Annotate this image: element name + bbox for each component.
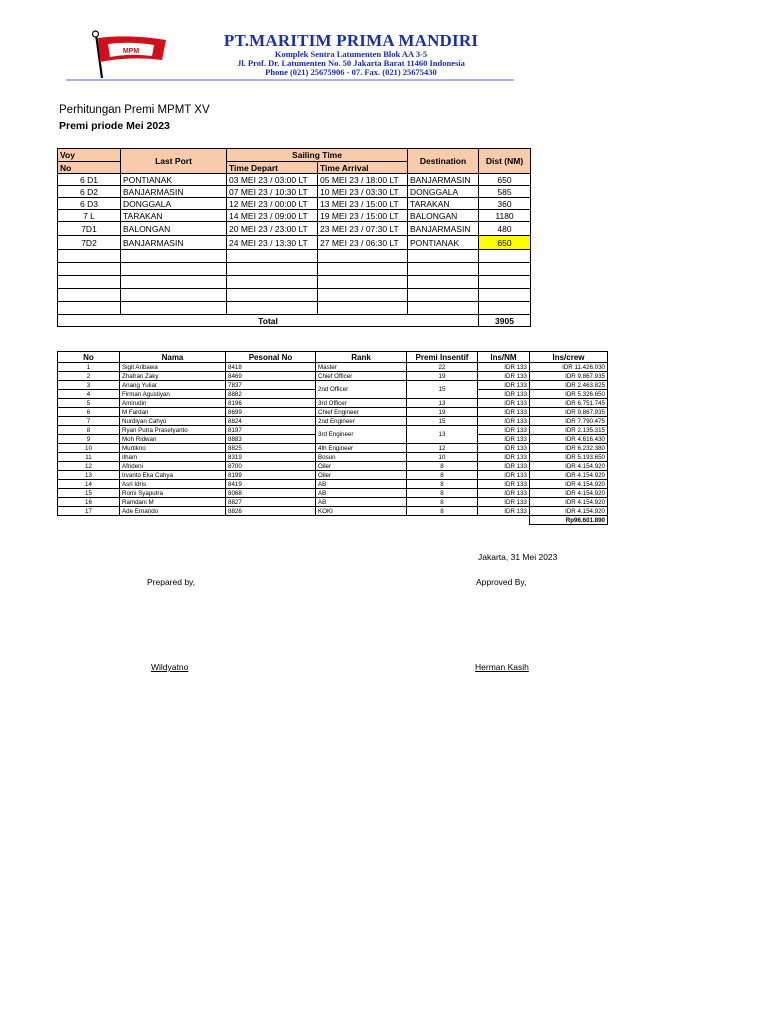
destination: PONTIANAK [408, 236, 479, 250]
crew-personal-no: 8825 [226, 444, 316, 453]
crew-personal-no: 8469 [226, 372, 316, 381]
table-row [58, 498, 608, 507]
approved-label: Approved By, [476, 577, 527, 587]
destination: BANJARMASIN [408, 222, 479, 236]
header-dist: Dist (NM) [479, 149, 531, 174]
crew-rank: 3rd Officer [316, 399, 407, 408]
crew-premi: 8 [407, 462, 478, 471]
crew-no: 9 [58, 435, 120, 444]
crew-personal-no: 7837 [226, 381, 316, 390]
empty-row [58, 276, 531, 289]
crew-personal-no: 8700 [226, 462, 316, 471]
distance-highlighted: 650 [479, 236, 531, 250]
header-pesonal-no: Pesonal No [226, 352, 316, 363]
table-row [58, 363, 608, 372]
last-port: BANJARMASIN [121, 236, 227, 250]
crew-name: Moh Ridwan [120, 435, 226, 444]
crew-no: 2 [58, 372, 120, 381]
crew-personal-no: 8196 [226, 399, 316, 408]
table-row [58, 489, 608, 498]
logo-text: MPM [122, 48, 140, 55]
crew-no: 10 [58, 444, 120, 453]
crew-ins-total: IDR 4.616.430 [530, 435, 608, 444]
destination: BALONGAN [408, 210, 479, 222]
crew-premi: 15 [407, 417, 478, 426]
prepared-label: Prepared by, [147, 577, 196, 587]
crew-premi: 8 [407, 507, 478, 516]
crew-ins-nm: IDR 133 [478, 399, 530, 408]
table-row [58, 186, 531, 198]
crew-personal-no: 8418 [226, 363, 316, 372]
table-row [58, 381, 608, 390]
crew-no: 14 [58, 480, 120, 489]
crew-ins-total: IDR 2.135.315 [530, 426, 608, 435]
crew-ins-total: IDR 6.232.380 [530, 444, 608, 453]
total-row [58, 315, 531, 327]
crew-ins-total: IDR 4.154.920 [530, 480, 608, 489]
crew-name: Murtikno [120, 444, 226, 453]
document-subtitle: Premi priode Mei 2023 [59, 120, 170, 132]
crew-ins-total: IDR 5.193.650 [530, 453, 608, 462]
crew-name: Irvanto Eka Cahya [120, 471, 226, 480]
crew-personal-no: 8197 [226, 426, 316, 435]
crew-name: Zhafran Zaky [120, 372, 226, 381]
table-row [58, 408, 608, 417]
header-voy: Voy [58, 149, 121, 162]
crew-ins-nm: IDR 133 [478, 381, 530, 390]
header-destination: Destination [408, 149, 479, 174]
crew-ins-total: IDR 4.154.920 [530, 462, 608, 471]
time-depart: 20 MEI 23 / 23:00 LT [227, 222, 318, 236]
distance: 585 [479, 186, 531, 198]
empty-row [58, 302, 531, 315]
crew-name: Sigit Aribawa [120, 363, 226, 372]
last-port: BANJARMASIN [121, 186, 227, 198]
table-row [58, 426, 608, 435]
table-row [58, 399, 608, 408]
header-sailing-time: Sailing Time [227, 149, 408, 162]
table-row [58, 222, 531, 236]
crew-premi: 8 [407, 471, 478, 480]
crew-ins-nm: IDR 133 [478, 453, 530, 462]
crew-no: 4 [58, 390, 120, 399]
crew-rank: Bosun [316, 453, 407, 462]
grand-total: Rp96.601.890 [530, 516, 608, 525]
crew-ins-total: IDR 6.751.745 [530, 399, 608, 408]
crew-personal-no: 8319 [226, 453, 316, 462]
crew-ins-nm: IDR 133 [478, 489, 530, 498]
crew-personal-no: 8419 [226, 480, 316, 489]
header-time-depart: Time Depart [227, 162, 318, 174]
crew-no: 11 [58, 453, 120, 462]
last-port: TARAKAN [121, 210, 227, 222]
total-label: Total [58, 315, 479, 327]
crew-name: Ramdani M [120, 498, 226, 507]
crew-rank: AB [316, 480, 407, 489]
crew-ins-total: IDR 4.154.920 [530, 489, 608, 498]
crew-ins-nm: IDR 133 [478, 498, 530, 507]
crew-no: 5 [58, 399, 120, 408]
crew-name: Amirudin [120, 399, 226, 408]
address-line-1: Komplek Sentra Latumenten Blok AA 3-5 [274, 49, 428, 59]
crew-ins-nm: IDR 133 [478, 417, 530, 426]
crew-name: Firman Agustiyan [120, 390, 226, 399]
header-ins-crew: Ins/crew [530, 352, 608, 363]
table-row [58, 480, 608, 489]
crew-ins-total: IDR 4.154.920 [530, 471, 608, 480]
time-arrival: 19 MEI 23 / 15:00 LT [318, 210, 408, 222]
table-row [58, 507, 608, 516]
address-line-3: Phone (021) 25675906 - 07. Fax. (021) 25675430 [265, 67, 437, 77]
crew-personal-no: 8699 [226, 408, 316, 417]
crew-name: Anang Yuliar [120, 381, 226, 390]
empty-row [58, 250, 531, 263]
prepared-signatory: Wildyatno [151, 662, 189, 672]
crew-ins-total: IDR 5.326.650 [530, 390, 608, 399]
crew-premi: 10 [407, 453, 478, 462]
table-row [58, 174, 531, 186]
table-row [58, 372, 608, 381]
crew-no: 1 [58, 363, 120, 372]
table-row [58, 453, 608, 462]
letterhead-divider [66, 79, 514, 81]
empty-row [58, 289, 531, 302]
crew-name: Nurdiyan Cahyo [120, 417, 226, 426]
crew-no: 8 [58, 426, 120, 435]
crew-no: 13 [58, 471, 120, 480]
crew-rank: Oiler [316, 471, 407, 480]
header-rank: Rank [316, 352, 407, 363]
voyage-table [57, 148, 531, 327]
header-last-port: Last Port [121, 149, 227, 174]
crew-personal-no: 8068 [226, 489, 316, 498]
crew-premi: 19 [407, 408, 478, 417]
crew-premi: 13 [407, 399, 478, 408]
header-premi-insentif: Premi Insentif [407, 352, 478, 363]
crew-rank: Chief Engineer [316, 408, 407, 417]
voy-no: 7 L [58, 210, 121, 222]
crew-ins-total: IDR 4.154.920 [530, 498, 608, 507]
crew-rank: AB [316, 498, 407, 507]
crew-ins-total: IDR 7.790.475 [530, 417, 608, 426]
crew-name: Asri Idris [120, 480, 226, 489]
distance: 1180 [479, 210, 531, 222]
crew-no: 16 [58, 498, 120, 507]
crew-ins-nm: IDR 133 [478, 408, 530, 417]
grand-total-row [58, 516, 608, 525]
crew-personal-no: 8826 [226, 507, 316, 516]
destination: TARAKAN [408, 198, 479, 210]
crew-ins-total: IDR 2.463.825 [530, 381, 608, 390]
crew-ins-nm: IDR 133 [478, 390, 530, 399]
crew-name: Ade Ernando [120, 507, 226, 516]
time-arrival: 05 MEI 23 / 18:00 LT [318, 174, 408, 186]
crew-premi: 8 [407, 480, 478, 489]
table-row [58, 417, 608, 426]
crew-name: Ilham [120, 453, 226, 462]
crew-rank: KOKI [316, 507, 407, 516]
address-line-2: Jl. Prof. Dr. Latumenten No. 50 Jakarta Barat 11460 Indonesia [237, 58, 465, 68]
time-depart: 07 MEI 23 / 10:30 LT [227, 186, 318, 198]
time-depart: 14 MEI 23 / 09:00 LT [227, 210, 318, 222]
crew-table [57, 351, 608, 525]
total-distance: 3905 [479, 315, 531, 327]
crew-no: 7 [58, 417, 120, 426]
crew-ins-nm: IDR 133 [478, 444, 530, 453]
distance: 650 [479, 174, 531, 186]
company-logo [88, 30, 178, 80]
crew-personal-no: 8824 [226, 417, 316, 426]
crew-rank: 2nd Engineer [316, 417, 407, 426]
last-port: DONGGALA [121, 198, 227, 210]
header-time-arrival: Time Arrival [318, 162, 408, 174]
document-title: Perhitungan Premi MPMT XV [59, 104, 210, 116]
table-row [58, 462, 608, 471]
crew-ins-nm: IDR 133 [478, 372, 530, 381]
crew-ins-nm: IDR 133 [478, 471, 530, 480]
distance: 480 [479, 222, 531, 236]
crew-name: Ryan Putra Prasetyanto [120, 426, 226, 435]
crew-personal-no: 8827 [226, 498, 316, 507]
header-no: No [58, 162, 121, 174]
crew-no: 12 [58, 462, 120, 471]
crew-premi: 15 [407, 381, 478, 399]
crew-premi: 12 [407, 444, 478, 453]
time-arrival: 23 MEI 23 / 07:30 LT [318, 222, 408, 236]
company-name: PT.MARITIM PRIMA MANDIRI [223, 31, 479, 50]
crew-no: 6 [58, 408, 120, 417]
header-no: No [58, 352, 120, 363]
time-depart: 12 MEI 23 / 00:00 LT [227, 198, 318, 210]
crew-premi: 22 [407, 363, 478, 372]
table-row [58, 210, 531, 222]
crew-rank: 4th Engineer [316, 444, 407, 453]
crew-ins-nm: IDR 133 [478, 480, 530, 489]
place-date: Jakarta, 31 Mei 2023 [478, 552, 558, 562]
crew-no: 17 [58, 507, 120, 516]
last-port: PONTIANAK [121, 174, 227, 186]
crew-rank: 2nd Officer [316, 381, 407, 399]
table-row [58, 198, 531, 210]
table-row [58, 471, 608, 480]
crew-premi: 13 [407, 426, 478, 444]
crew-ins-nm: IDR 133 [478, 507, 530, 516]
empty-row [58, 263, 531, 276]
time-depart: 03 MEI 23 / 03:00 LT [227, 174, 318, 186]
letterhead [66, 29, 514, 81]
crew-no: 3 [58, 381, 120, 390]
crew-premi: 19 [407, 372, 478, 381]
header-nama: Nama [120, 352, 226, 363]
crew-ins-total: IDR 4.154.920 [530, 507, 608, 516]
crew-name: Afrideni [120, 462, 226, 471]
voy-no: 6 D3 [58, 198, 121, 210]
crew-ins-nm: IDR 133 [478, 426, 530, 435]
table-row [58, 236, 531, 250]
time-arrival: 10 MEI 23 / 03:30 LT [318, 186, 408, 198]
crew-premi: 8 [407, 489, 478, 498]
crew-rank: AB [316, 489, 407, 498]
header-ins-nm: Ins/NM [478, 352, 530, 363]
voy-no: 7D1 [58, 222, 121, 236]
time-arrival: 13 MEI 23 / 15:00 LT [318, 198, 408, 210]
crew-ins-nm: IDR 133 [478, 363, 530, 372]
crew-ins-nm: IDR 133 [478, 435, 530, 444]
table-row [58, 444, 608, 453]
distance: 360 [479, 198, 531, 210]
crew-no: 15 [58, 489, 120, 498]
time-arrival: 27 MEI 23 / 06:30 LT [318, 236, 408, 250]
crew-ins-total: IDR 9.867.935 [530, 408, 608, 417]
crew-rank: 3rd Engineer [316, 426, 407, 444]
crew-premi: 8 [407, 498, 478, 507]
crew-personal-no: 8199 [226, 471, 316, 480]
time-depart: 24 MEI 23 / 13:30 LT [227, 236, 318, 250]
crew-ins-nm: IDR 133 [478, 462, 530, 471]
crew-rank: Chief Officer [316, 372, 407, 381]
last-port: BALONGAN [121, 222, 227, 236]
crew-ins-total: IDR 11.426.030 [530, 363, 608, 372]
voy-no: 6 D1 [58, 174, 121, 186]
destination: BANJARMASIN [408, 174, 479, 186]
crew-personal-no: 8883 [226, 435, 316, 444]
crew-name: M Fardan [120, 408, 226, 417]
crew-name: Romi Syaputra [120, 489, 226, 498]
crew-ins-total: IDR 9.867.935 [530, 372, 608, 381]
crew-rank: Oiler [316, 462, 407, 471]
crew-personal-no: 8882 [226, 390, 316, 399]
approved-signatory: Herman Kasih [475, 662, 529, 672]
voy-no: 6 D2 [58, 186, 121, 198]
destination: DONGGALA [408, 186, 479, 198]
crew-rank: Master [316, 363, 407, 372]
voy-no: 7D2 [58, 236, 121, 250]
